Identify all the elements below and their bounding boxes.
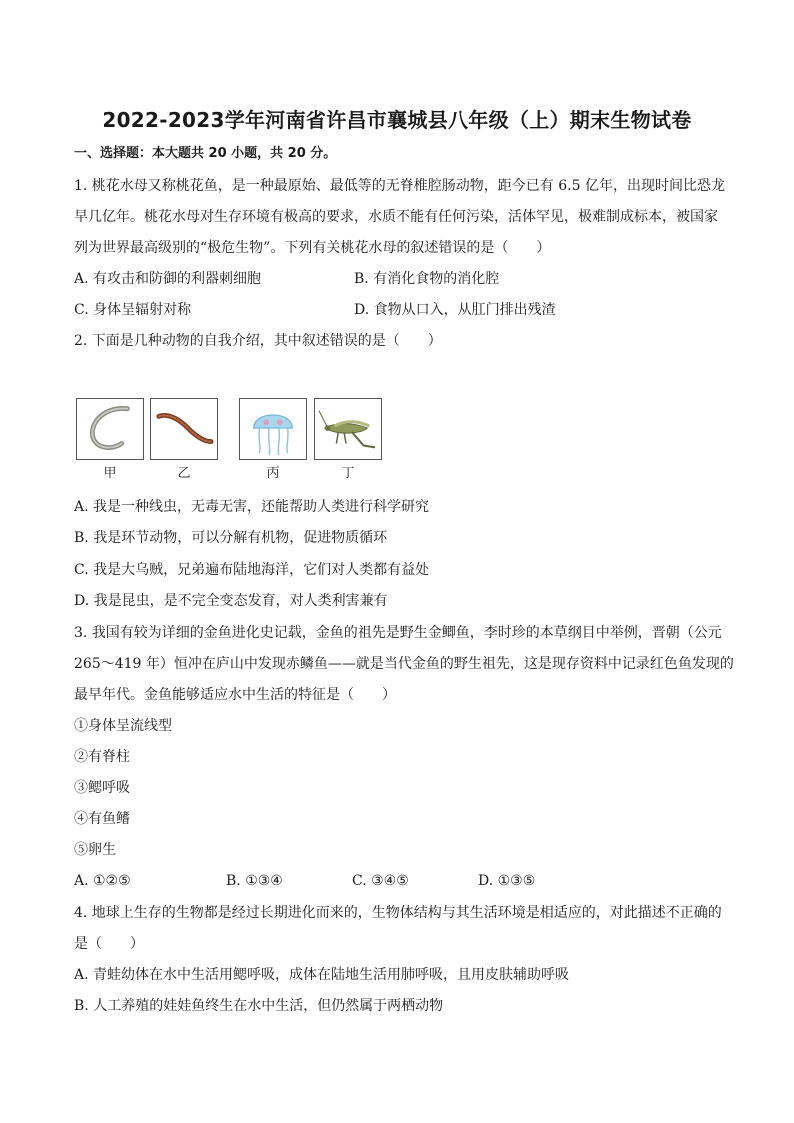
earthworm-icon [151, 399, 217, 459]
figure-grasshopper [314, 398, 382, 460]
figure-jellyfish [239, 398, 307, 460]
q1-option-c: C. 身体呈辐射对称 [74, 302, 192, 318]
q4-option-a: A. 青蛙幼体在水中生活用鳃呼吸，成体在陆地生活用肺呼吸，且用皮肤辅助呼吸 [74, 967, 570, 983]
q1-stem-line-1: 1. 桃花水母又称桃花鱼，是一种最原始、最低等的无脊椎腔肠动物，距今已有 6.5 亿年，出现时间比恐龙 [74, 178, 725, 194]
figure-label-yi: 乙 [177, 466, 191, 481]
q2-option-b: B. 我是环节动物，可以分解有机物，促进物质循环 [74, 530, 388, 546]
q3-stem-line-3: 最早年代。金鱼能够适应水中生活的特征是（ ） [74, 687, 396, 703]
jellyfish-icon [240, 399, 306, 459]
q3-option-b: B. ①③④ [226, 873, 283, 889]
q3-item-4: ④有鱼鳍 [74, 811, 130, 827]
q1-option-b: B. 有消化食物的消化腔 [354, 271, 500, 287]
figure-label-bing: 丙 [266, 466, 280, 481]
q3-item-5: ⑤卵生 [74, 842, 116, 858]
q4-option-b: B. 人工养殖的娃娃鱼终生在水中生活，但仍然属于两栖动物 [74, 998, 444, 1014]
roundworm-icon [77, 399, 143, 459]
figure-earthworm [150, 398, 218, 460]
q4-stem-line-1: 4. 地球上生存的生物都是经过长期进化而来的，生物体结构与其生活环境是相适应的，对此描述不正确的 [74, 905, 722, 921]
q1-stem-line-3: 列为世界最高级别的“极危生物”。下列有关桃花水母的叙述错误的是（ ） [74, 240, 551, 256]
q2-option-c: C. 我是大乌贼，兄弟遍布陆地海洋，它们对人类都有益处 [74, 562, 430, 578]
q3-option-c: C. ③④⑤ [352, 873, 409, 889]
q3-stem-line-1: 3. 我国有较为详细的金鱼进化史记载，金鱼的祖先是野生金鲫鱼，李时珍的本草纲目中举例，晋朝（公元 [74, 625, 722, 641]
q3-option-a: A. ①②⑤ [74, 873, 131, 889]
q1-option-a: A. 有攻击和防御的利器刺细胞 [74, 271, 262, 287]
exam-title: 2022-2023学年河南省许昌市襄城县八年级（上）期末生物试卷 [102, 108, 692, 132]
section-heading: 一、选择题：本大题共 20 小题，共 20 分。 [74, 146, 337, 161]
grasshopper-icon [315, 399, 381, 459]
q1-option-d: D. 食物从口入，从肛门排出残渣 [354, 302, 556, 318]
q2-option-d: D. 我是昆虫，是不完全变态发育，对人类利害兼有 [74, 593, 388, 609]
q2-option-a: A. 我是一种线虫，无毒无害，还能帮助人类进行科学研究 [74, 499, 430, 515]
q3-item-3: ③鳃呼吸 [74, 780, 130, 796]
q4-stem-line-2: 是（ ） [74, 936, 144, 952]
q3-item-2: ②有脊柱 [74, 749, 130, 765]
figure-roundworm [76, 398, 144, 460]
q1-stem-line-2: 早几亿年。桃花水母对生存环境有极高的要求，水质不能有任何污染，活体罕见，极难制成标本，被国家 [74, 209, 718, 225]
figure-label-jia: 甲 [103, 466, 117, 481]
figure-label-ding: 丁 [341, 466, 355, 481]
q3-stem-line-2: 265～419 年）恒冲在庐山中发现赤鳞鱼——就是当代金鱼的野生祖先，这是现存资料中记录红色鱼发现的 [74, 656, 734, 672]
q2-stem: 2. 下面是几种动物的自我介绍，其中叙述错误的是（ ） [74, 333, 442, 349]
q3-option-d: D. ①③⑤ [478, 873, 536, 889]
q3-item-1: ①身体呈流线型 [74, 718, 172, 734]
